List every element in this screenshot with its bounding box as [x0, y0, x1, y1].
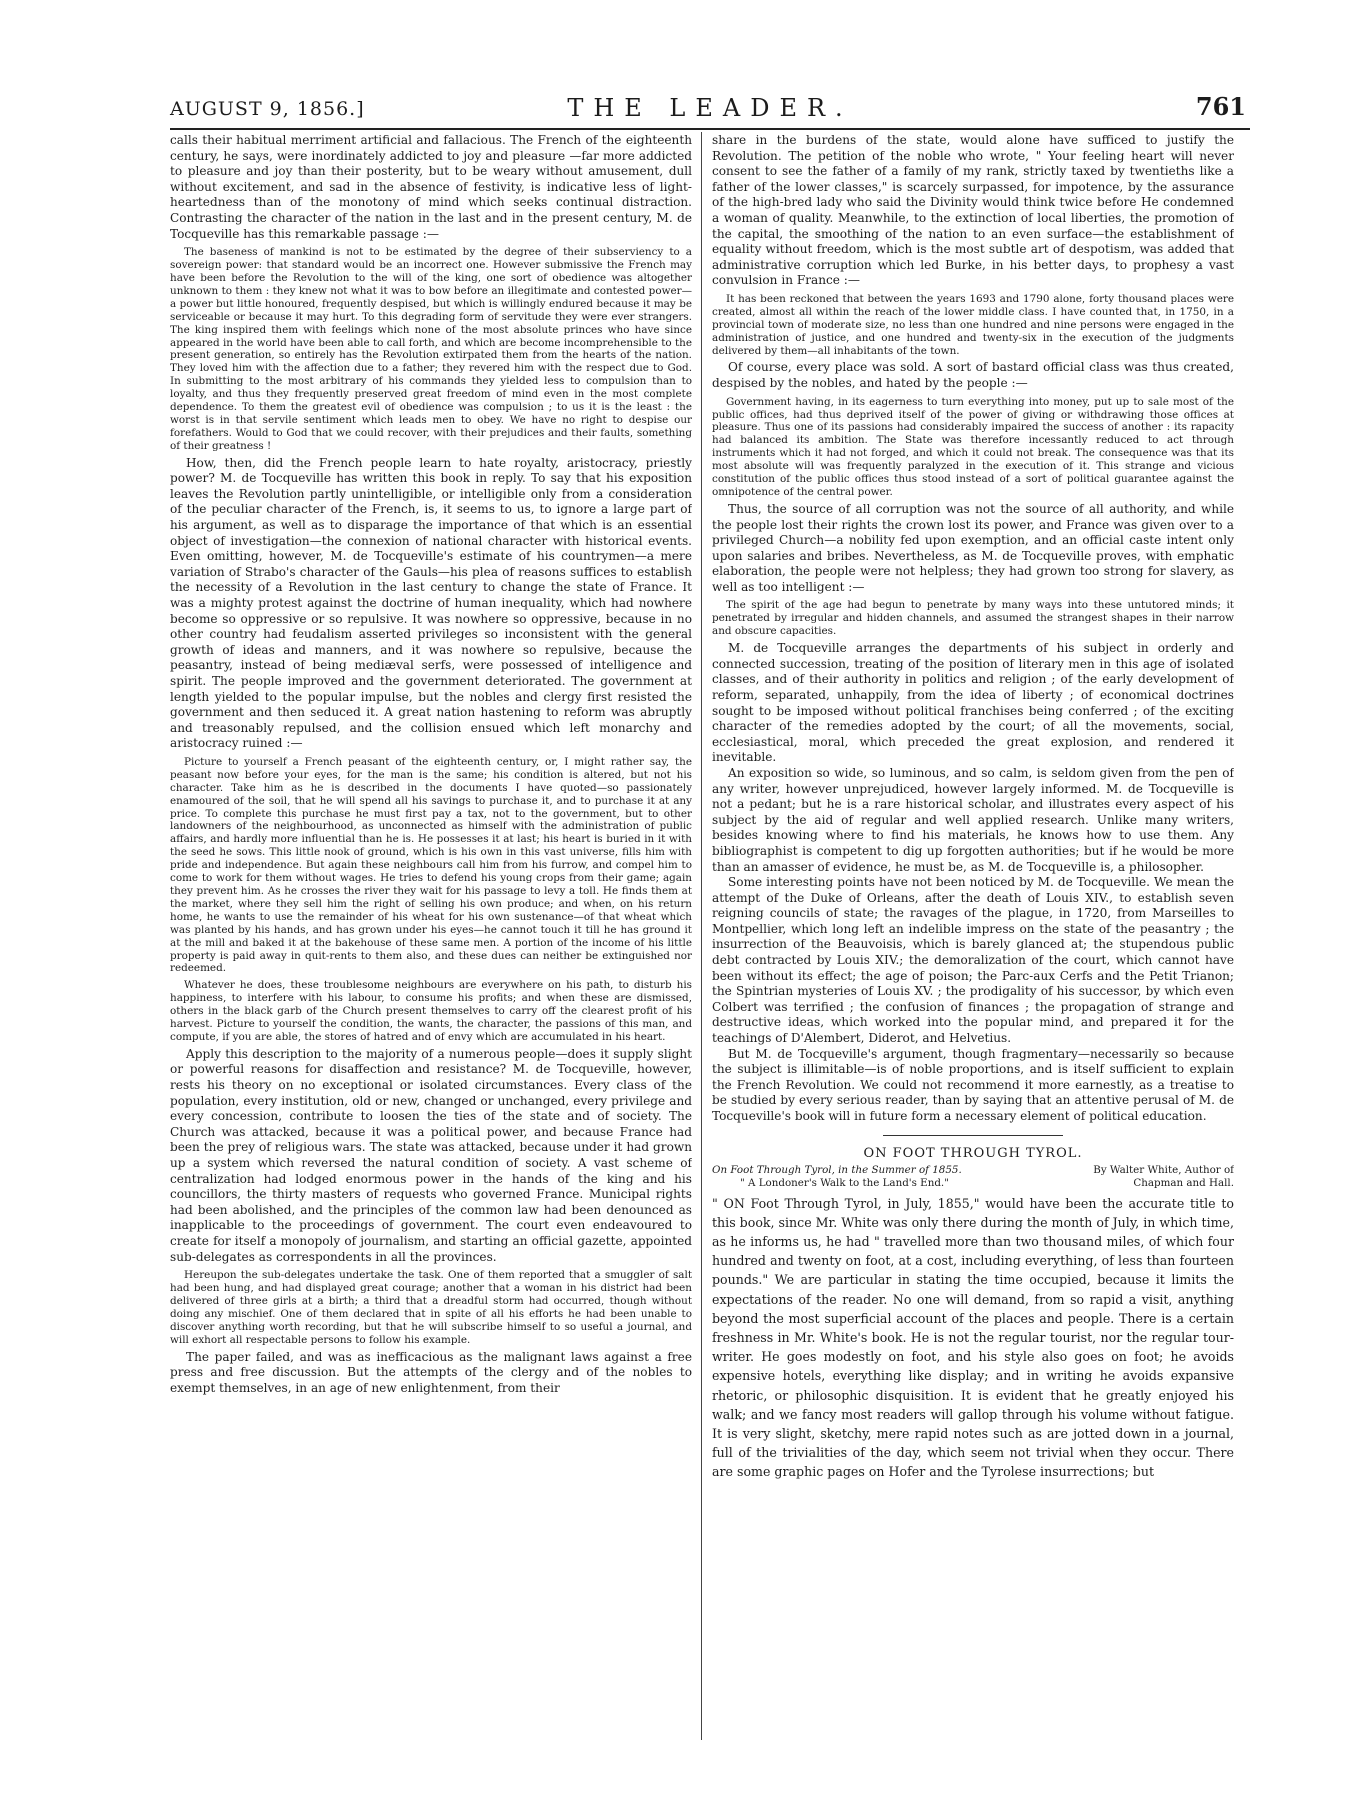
column-divider: [701, 132, 702, 1740]
page-number: 761: [1195, 92, 1246, 121]
paragraph: The paper failed, and was as inefficacious as the malignant laws against a free press and free discussion. But the attempts of the clergy and of the nobles to exempt themselves, in an age of new enlightenment, from their: [170, 1349, 692, 1395]
book-citation: [712, 1164, 1234, 1190]
issue-date: AUGUST 9, 1856.]: [170, 98, 365, 120]
paragraph: An exposition so wide, so luminous, and so calm, is seldom given from the pen of any writer, however unprejudiced, however largely informed. M. de Tocqueville is not a pedant; but he is a rare historical scholar, and illustrates every aspect of his subject by the aid of regular and well applied research. Unlike many writers, besides knowing where to find his materials, he knows how to use them. Any bibliographist is competent to dig up forgotten authorities; but if he would be more than an amasser of evidence, he must be, as M. de Tocqueville is, a philosopher.: [712, 765, 1234, 874]
paragraph: Some interesting points have not been noticed by M. de Tocqueville. We mean the attempt of the Duke of Orleans, after the death of Louis XIV., to establish seven reigning councils of state; the ravages of the plague, in 1720, from Marseilles to Montpellier, which long left an indelible impress on the state of the peasantry ; the insurrection of the Beauvoisis, which is barely glanced at; the stupendous public debt contracted by Louis XIV.; the demoralization of the court, which cannot have been without its effect; the age of poison; the Parc-aux Cerfs and the Petit Trianon; the Spintrian mysteries of Louis XV. ; the prodigality of his successor, by which even Colbert was terrified ; the confusion of finances ; the propagation of strange and destructive ideas, which worked into the popular mind, and prepared it for the teachings of D'Alembert, Diderot, and Helvetius.: [712, 875, 1234, 1046]
paragraph: M. de Tocqueville arranges the departments of his subject in orderly and connected succession, treating of the position of literary men in this age of isolated classes, and of their authority in politics and religion ; of the early development of reform, separated, unhappily, from the idea of liberty ; of economical doctrines sought to be imposed without political franchises being conferred ; of the exciting character of the remedies adopted by the court; of all the movements, social, ecclesiastical, moral, which preceded the great explosion, and rendered it inevitable.: [712, 641, 1234, 765]
quotation: It has been reckoned that between the years 1693 and 1790 alone, forty thousand places were created, almost all within the reach of the lower middle class. I have counted that, in 1750, in a provincial town of moderate size, no less than one hundred and nine persons were engaged in the administration of justice, and one hundred and twenty-six in the execution of the judgments delivered by them—all inhabitants of the town.: [712, 292, 1234, 357]
section-rule: [883, 1135, 1063, 1136]
paragraph: share in the burdens of the state, would alone have sufficed to justify the Revolution. The petition of the noble who wrote, " Your feeling heart will never consent to see the father of a family of my rank, strictly taxed by twentieths like a father of the lower classes," is scarcely surpassed, for impotence, by the assurance of the high-bred lady who said the Divinity would think twice before He condemned a woman of quality. Meanwhile, to the extinction of local liberties, the promotion of the capital, the smoothing of the nation to an even surface—the establishment of equality without freedom, which is the most subtle art of despotism, was added that administrative corruption which led Burke, in his better days, to prophesy a vast convulsion in France :—: [712, 133, 1234, 288]
quotation: Whatever he does, these troublesome neighbours are everywhere on his path, to disturb his happiness, to interfere with his labour, to consume his profits; and when these are dismissed, others in the black garb of the Church present themselves to carry off the clearest profit of his harvest. Picture to yourself the condition, the wants, the character, the passions of this man, and compute, if you are able, the stores of hatred and of envy which are accumulated in his heart.: [170, 979, 692, 1043]
paragraph: But M. de Tocqueville's argument, though fragmentary—necessarily so because the subject is illimitable—is of noble proportions, and is itself sufficient to explain the French Revolution. We could not recommend it more earnestly, as a treatise to be studied by every serious reader, than by saying that an attentive perusal of M. de Tocqueville's book will in future form a necessary element of political education.: [712, 1046, 1234, 1123]
book-author: By Walter White, Author of: [1093, 1163, 1234, 1176]
quotation: Picture to yourself a French peasant of the eighteenth century, or, I might rather say, the peasant now before your eyes, for the man is the same; his condition is altered, but not his character. Take him as he is described in the documents I have quoted—so passionately enamoured of the soil, that he will spend all his savings to purchase it, and to purchase it at any price. To complete this purchase he must first pay a tax, not to the government, but to other landowners of the neighbourhood, as unconnected as himself with the administration of public affairs, and hardly more influential than he is. He possesses it at last; his heart is buried in it with the seed he sows. This little nook of ground, which is his own in this vast universe, fills him with pride and independence. But again these neighbours call him from his furrow, and compel him to come to work for them without wages. He tries to defend his young crops from their game; again they prevent him. As he crosses the river they wait for his passage to levy a toll. He finds them at the market, where they sell him the right of selling his own produce; and when, on his return home, he wants to use the remainder of his wheat for his own sustenance—of that wheat which was planted by his hands, and has grown under his eyes—he cannot touch it till he has ground it at the mill and baked it at the bakehouse of these same men. A portion of the income of his little property is paid away in quit-rents to them also, and these dues can neither be extinguished nor redeemed.: [170, 755, 692, 975]
right-column: [712, 133, 1234, 1738]
quotation: Government having, in its eagerness to turn everything into money, put up to sale most of the public offices, had thus deprived itself of the power of giving or withdrawing those offices at pleasure. Thus one of its passions had considerably impaired the success of another : its rapacity had balanced its ambition. The State was therefore incessantly reduced to act through instruments which it had not forged, and which it could not break. The consequence was that its most absolute will was frequently paralyzed in the execution of it. This strange and vicious constitution of the public offices thus stood instead of a sort of political guarantee against the omnipotence of the central power.: [712, 395, 1234, 498]
book-also: " A Londoner's Walk to the Land's End.": [740, 1176, 949, 1189]
quotation: The spirit of the age had begun to penetrate by many ways into these untutored minds; it penetrated by irregular and hidden channels, and assumed the strangest shapes in their narrow and obscure capacities.: [712, 599, 1234, 638]
masthead-title: THE LEADER.: [567, 94, 853, 122]
book-publisher: Chapman and Hall.: [1133, 1176, 1234, 1189]
quotation: The baseness of mankind is not to be estimated by the degree of their subserviency to a sovereign power: that standard would be an incorrect one. However submissive the French may have been before the Revolution to the will of the king, one sort of obedience was altogether unknown to them : they knew not what it was to bow before an illegitimate and contested power—a power but little honoured, frequently despised, but which is willingly endured because it may be serviceable or because it may hurt. To this degrading form of servitude they were ever strangers. The king inspired them with feelings which none of the most absolute princes who have since appeared in the world have been able to call forth, and which are become incomprehensible to the present generation, so entirely has the Revolution extirpated them from the hearts of the nation. They loved him with the affection due to a father; they revered him with the respect due to God. In submitting to the most arbitrary of his commands they yielded less to compulsion than to loyalty, and thus they frequently preserved great freedom of mind even in the most complete dependence. To them the greatest evil of obedience was compulsion ; to us it is the least : the worst is in that servile sentiment which leads men to obey. We have no right to despise our forefathers. Would to God that we could recover, with their prejudices and their faults, something of their greatness !: [170, 246, 692, 452]
paragraph: How, then, did the French people learn to hate royalty, aristocracy, priestly power? M. de Tocqueville has written this book in reply. To say that his exposition leaves the Revolution partly unintelligible, or intelligible only from a consideration of the peculiar character of the French, is, it seems to us, to ignore a large part of his argument, as well as to disparage the importance of that which is an essential object of investigation—the connexion of national character with historical events. Even omitting, however, M. de Tocqueville's estimate of his countrymen—a mere variation of Strabo's character of the Gauls—his plea of reasons suffices to establish the necessity of a Revolution in the last century to change the state of France. It was a mighty protest against the doctrine of human inequality, which had nowhere become so oppressive or so repulsive. It was nowhere so oppressive, because in no other country had feudalism asserted privileges so inconsistent with the general growth of ideas and manners, and it was nowhere so repulsive, because the peasantry, instead of being mediæval serfs, were possessed of intelligence and spirit. The people improved and the government deteriorated. The government at length yielded to the popular impulse, but the nobles and clergy first resisted the government and then seduced it. A great nation hastening to reform was abruptly and treasonably repulsed, and the collision ensued which left monarchy and aristocracy ruined :—: [170, 455, 692, 751]
review-body: " ON Foot Through Tyrol, in July, 1855," would have been the accurate title to this book, since Mr. White was only there during the month of July, in which time, as he informs us, he had " travelled more than two thousand miles, of which four hundred and twenty on foot, at a cost, including everything, of less than fourteen pounds." We are particular in stating the time occupied, because it limits the expectations of the reader. No one will demand, from so rapid a visit, anything beyond the most superficial account of the places and people. There is a certain freshness in Mr. White's book. He is not the regular tourist, nor the regular tour-writer. He goes modestly on foot, and his style also goes on foot; he avoids expensive hotels, everything like display; and in writing he avoids expansive rhetoric, or philosophic disquisition. It is evident that he greatly enjoyed his walk; and we fancy most readers will gallop through his volume without fatigue. It is very slight, sketchy, mere rapid notes such as are jotted down in a journal, full of the trivialities of the day, which seem not trivial when they occur. There are some graphic pages on Hofer and the Tyrolese insurrections; but: [712, 1195, 1234, 1480]
paragraph: calls their habitual merriment artificial and fallacious. The French of the eighteenth century, he says, were inordinately addicted to joy and pleasure —far more addicted to pleasure and joy than their posterity, but to be weary without amusement, dull without excitement, and sad in the absence of festivity, is indicative less of light-heartedness than of the monotony of mind which seeks continual distraction. Contrasting the character of the nation in the last and in the present century, M. de Tocqueville has this remarkable passage :—: [170, 133, 692, 241]
paragraph: Thus, the source of all corruption was not the source of all authority, and while the people lost their rights the crown lost its power, and France was given over to a privileged Church—a nobility fed upon exemption, and an official caste intent only upon salaries and bribes. Nevertheless, as M. de Tocqueville proves, with emphatic elaboration, the people were not helpless; they had grown too strong for slavery, as well as too intelligent :—: [712, 501, 1234, 594]
paragraph: Of course, every place was sold. A sort of bastard official class was thus created, despised by the nobles, and hated by the people :—: [712, 360, 1234, 391]
left-column: [170, 133, 692, 1738]
book-title: On Foot Through Tyrol, in the Summer of 1855.: [712, 1163, 962, 1176]
paragraph: Apply this description to the majority of a numerous people—does it supply slight or powerful reasons for disaffection and resistance? M. de Tocqueville, however, rests his theory on no exceptional or isolated circumstances. Every class of the population, every institution, old or new, changed or unchanged, every privilege and every concession, contribute to loosen the ties of the state and of society. The Church was attacked, because it was a political power, and because France had been the prey of religious wars. The state was attacked, because under it had grown up a system which reversed the natural condition of society. A vast scheme of centralization had lodged enormous power in the hands of the king and his councillors, the thirty masters of requests who governed France. Municipal rights had been abolished, and the principles of the common law had been denounced as inapplicable to the proceedings of government. The court even endeavoured to create for itself a monopoly of journalism, and starting an official gazette, appointed sub-delegates as correspondents in all the provinces.: [170, 1046, 692, 1264]
review-title: ON FOOT THROUGH TYROL.: [863, 1145, 1083, 1161]
page-header: [170, 90, 1250, 126]
header-rule: [170, 128, 1250, 130]
quotation: Hereupon the sub-delegates undertake the task. One of them reported that a smuggler of salt had been hung, and had displayed great courage; another that a woman in his district had been delivered of three girls at a birth; a third that a dreadful storm had occurred, though without doing any mischief. One of them declared that in spite of all his efforts he had been unable to discover anything worth recording, but that he will subscribe himself to so useful a journal, and will exhort all respectable persons to follow his example.: [170, 1269, 692, 1346]
